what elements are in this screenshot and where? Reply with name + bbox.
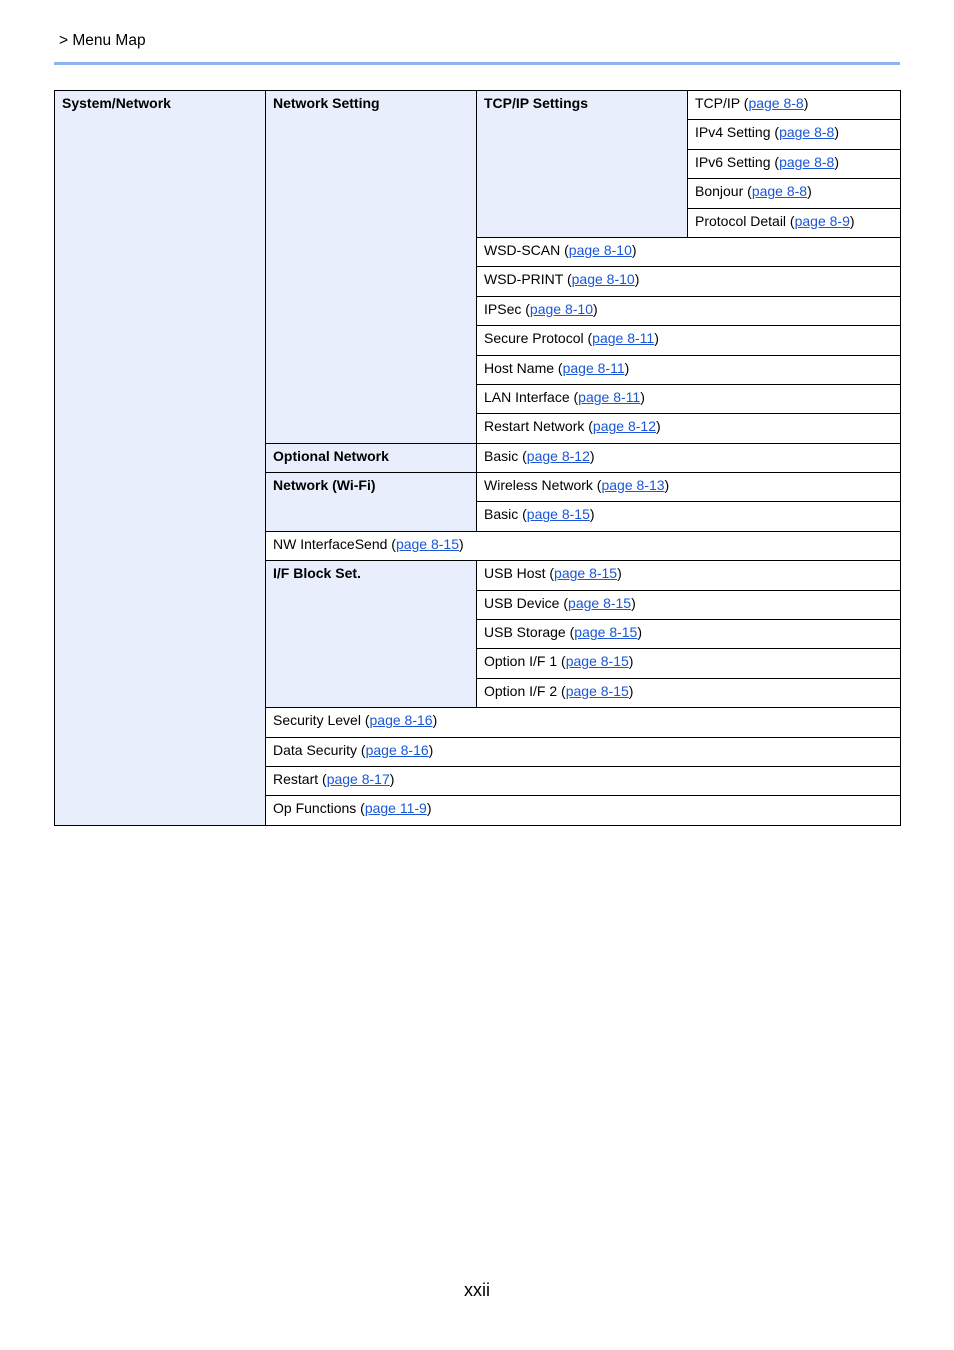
page-link[interactable]: page 8-16 xyxy=(369,712,433,729)
menu-item-bonjour: Bonjour (page 8-8) xyxy=(688,179,901,208)
menu-item-nw-interfacesend: NW InterfaceSend (page 8-15) xyxy=(266,531,901,560)
page-link[interactable]: page 8-8 xyxy=(748,95,804,111)
menu-item-wireless-network: Wireless Network (page 8-13) xyxy=(477,473,901,502)
page-link[interactable]: page 8-16 xyxy=(365,741,429,758)
page-link[interactable]: page 8-10 xyxy=(571,271,635,288)
page-link[interactable]: page 8-8 xyxy=(779,124,835,141)
page-link[interactable]: page 8-10 xyxy=(568,241,632,258)
page-link[interactable]: page 8-15 xyxy=(395,535,460,552)
menu-item-ipv6-setting: IPv6 Setting (page 8-8) xyxy=(688,149,901,178)
menu-item-data-security: Data Security (page 8-16) xyxy=(266,737,901,766)
page-link[interactable]: page 11-9 xyxy=(364,800,427,817)
menu-item-op-functions: Op Functions (page 11-9) xyxy=(266,796,901,825)
menu-item-host-name: Host Name (page 8-11) xyxy=(477,355,901,384)
menu-item-secure-protocol: Secure Protocol (page 8-11) xyxy=(477,326,901,355)
page-link[interactable]: page 8-12 xyxy=(526,447,590,464)
page-link[interactable]: page 8-8 xyxy=(751,183,808,200)
page-link[interactable]: page 8-10 xyxy=(529,300,593,317)
page-link[interactable]: page 8-8 xyxy=(779,153,835,170)
menu-map-table xyxy=(54,90,901,826)
category-network-setting: Network Setting xyxy=(266,91,477,444)
menu-item-usb-storage: USB Storage (page 8-15) xyxy=(477,620,901,649)
menu-item-option-if-1: Option I/F 1 (page 8-15) xyxy=(477,649,901,678)
breadcrumb: > Menu Map xyxy=(59,32,146,49)
menu-item-ipv4-setting: IPv4 Setting (page 8-8) xyxy=(688,120,901,149)
page-link[interactable]: page 8-13 xyxy=(601,477,665,494)
menu-item-restart-network: Restart Network (page 8-12) xyxy=(477,414,901,443)
page-link[interactable]: page 8-9 xyxy=(794,212,850,229)
menu-item-optional-basic: Basic (page 8-12) xyxy=(477,443,901,472)
category-tcpip-settings: TCP/IP Settings xyxy=(477,91,688,238)
menu-item-protocol-detail: Protocol Detail (page 8-9) xyxy=(688,208,901,237)
menu-item-wsd-print: WSD-PRINT (page 8-10) xyxy=(477,267,901,296)
menu-item-tcpip: TCP/IP (page 8-8) xyxy=(688,91,901,120)
page-link[interactable]: page 8-15 xyxy=(565,653,629,670)
menu-item-usb-device: USB Device (page 8-15) xyxy=(477,590,901,619)
category-optional-network: Optional Network xyxy=(266,443,477,472)
header-rule xyxy=(54,62,900,65)
page-link[interactable]: page 8-11 xyxy=(592,330,655,347)
menu-item-wsd-scan: WSD-SCAN (page 8-10) xyxy=(477,237,901,266)
page-link[interactable]: page 8-17 xyxy=(326,770,390,787)
menu-item-lan-interface: LAN Interface (page 8-11) xyxy=(477,384,901,413)
menu-item-restart: Restart (page 8-17) xyxy=(266,766,901,795)
menu-item-security-level: Security Level (page 8-16) xyxy=(266,708,901,737)
menu-item-option-if-2: Option I/F 2 (page 8-15) xyxy=(477,678,901,707)
category-system-network: System/Network xyxy=(55,91,266,826)
page-link[interactable]: page 8-11 xyxy=(562,359,625,376)
page-number: xxii xyxy=(464,1280,490,1300)
category-if-block-set: I/F Block Set. xyxy=(266,561,477,708)
menu-item-usb-host: USB Host (page 8-15) xyxy=(477,561,901,590)
page-link[interactable]: page 8-15 xyxy=(554,565,618,582)
table-row xyxy=(55,91,901,120)
page-link[interactable]: page 8-15 xyxy=(565,682,629,699)
page-link[interactable]: page 8-15 xyxy=(526,506,590,523)
page-link[interactable]: page 8-11 xyxy=(578,388,641,405)
category-network-wifi: Network (Wi-Fi) xyxy=(266,473,477,532)
page-link[interactable]: page 8-15 xyxy=(568,594,632,611)
page-link[interactable]: page 8-15 xyxy=(574,624,638,641)
menu-item-ipsec: IPSec (page 8-10) xyxy=(477,296,901,325)
page-link[interactable]: page 8-12 xyxy=(592,418,656,435)
menu-item-wifi-basic: Basic (page 8-15) xyxy=(477,502,901,531)
